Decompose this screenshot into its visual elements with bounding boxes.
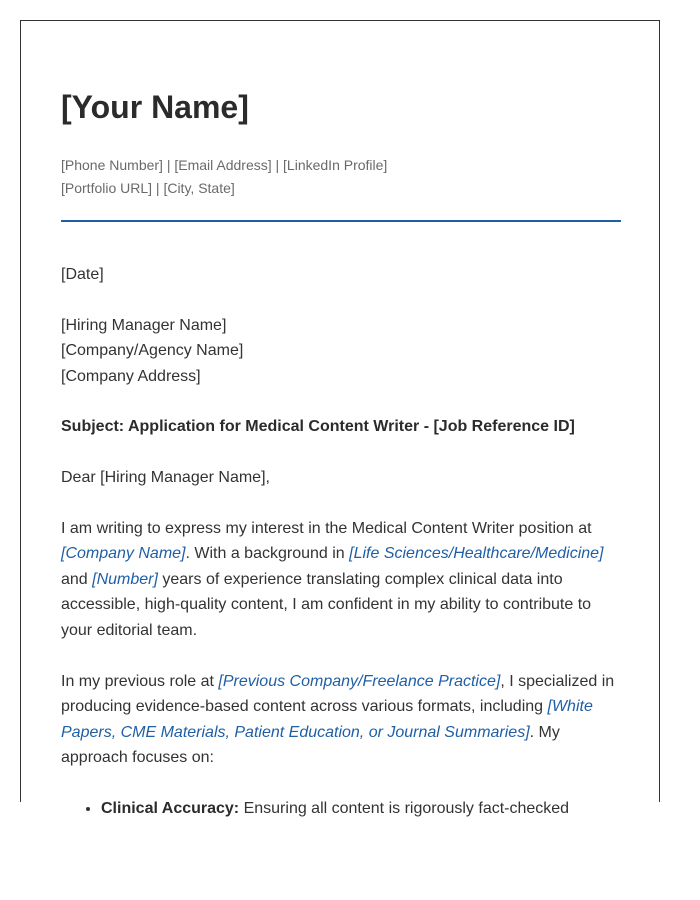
recipient-manager: [Hiring Manager Name] xyxy=(61,316,227,334)
letter-page xyxy=(20,20,660,817)
bullet-text: Ensuring all content is rigorously fact-checked xyxy=(239,799,570,817)
letter-body xyxy=(61,262,621,822)
experience-text-3: . My approach focuses on: xyxy=(61,723,560,767)
bullet-label: Clinical Accuracy: xyxy=(101,799,240,817)
recipient-block xyxy=(61,313,621,390)
placeholder-years: [Number] xyxy=(92,570,158,588)
contact-info xyxy=(61,154,387,200)
salutation: Dear [Hiring Manager Name], xyxy=(61,468,270,486)
placeholder-background: [Life Sciences/Healthcare/Medicine] xyxy=(349,545,604,563)
sender-name: [Your Name] xyxy=(61,89,249,125)
placeholder-company-name: [Company Name] xyxy=(61,545,186,563)
date: [Date] xyxy=(61,266,104,283)
approach-list xyxy=(61,796,621,822)
experience-text-2: , I specialized in producing evidence-based content across various formats, including xyxy=(61,672,615,716)
subject-line: Subject: Application for Medical Content Writer - [Job Reference ID] xyxy=(61,418,575,436)
intro-text-2: . With a background in xyxy=(185,545,350,563)
paragraph-experience xyxy=(61,669,621,771)
intro-text-4: years of experience translating complex clinical data into accessible, high-quality content, I am confident in my ability to contribute to your editorial team. xyxy=(61,570,592,639)
header-divider xyxy=(61,220,621,222)
experience-text-1: In my previous role at xyxy=(61,672,219,690)
intro-text-1: I am writing to express my interest in the Medical Content Writer position at xyxy=(61,519,592,537)
intro-text-3: and xyxy=(61,570,93,588)
recipient-address: [Company Address] xyxy=(61,367,201,385)
contact-line-1: [Phone Number] | [Email Address] | [LinkedIn Profile] xyxy=(61,157,388,173)
placeholder-formats: [White Papers, CME Materials, Patient Education, or Journal Summaries] xyxy=(61,698,593,741)
paragraph-intro xyxy=(61,516,621,644)
date-block xyxy=(61,262,621,288)
contact-line-2: [Portfolio URL] | [City, State] xyxy=(61,180,235,196)
placeholder-previous-company: [Previous Company/Freelance Practice] xyxy=(218,672,501,690)
list-item xyxy=(101,796,621,822)
recipient-company: [Company/Agency Name] xyxy=(61,342,244,360)
